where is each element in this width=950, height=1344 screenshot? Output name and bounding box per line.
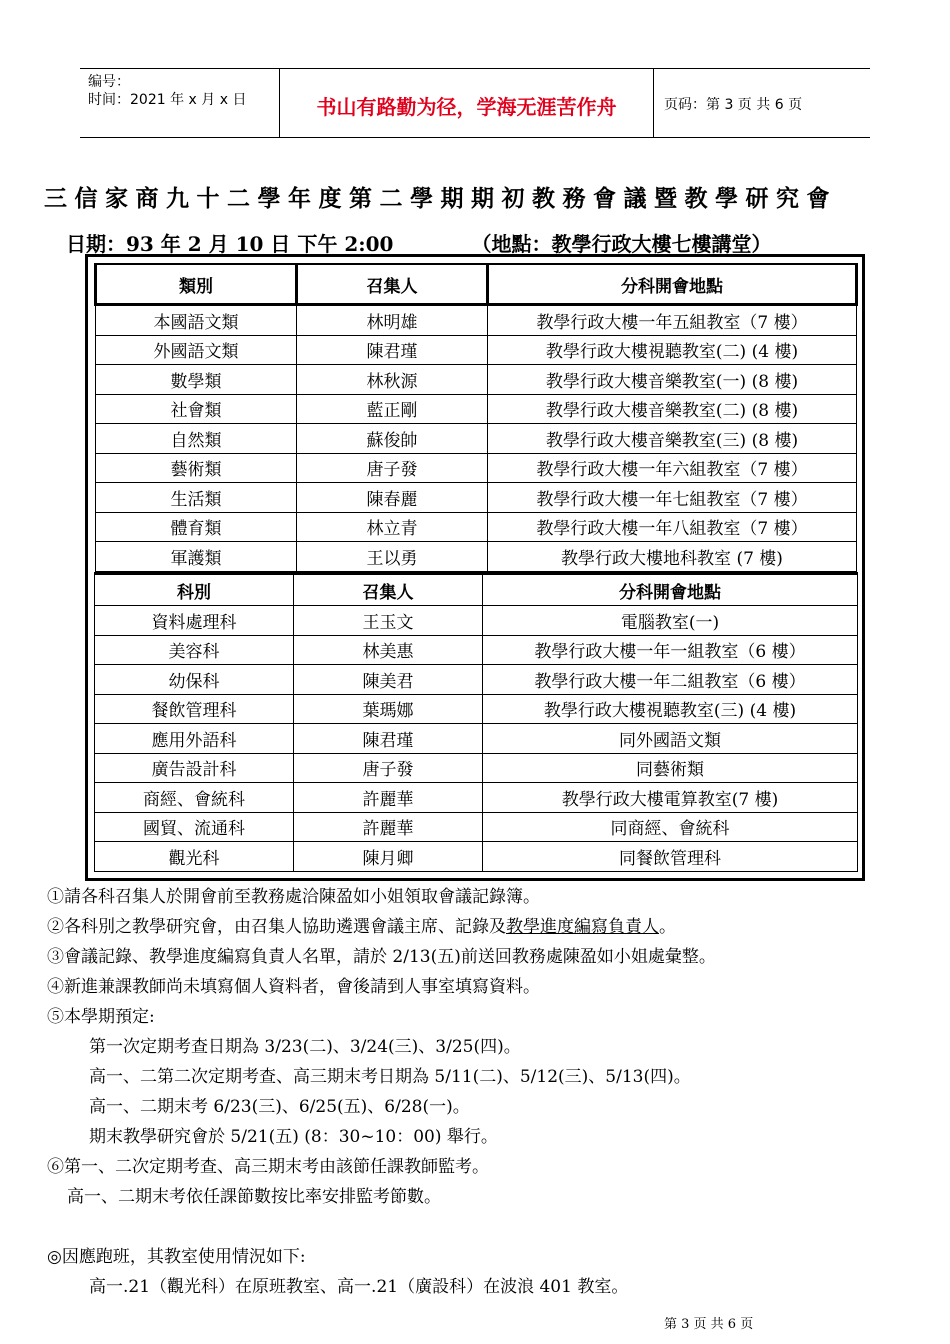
table-row <box>96 512 857 542</box>
location-cell: 教學行政大樓一年八組教室（7 樓） <box>488 512 857 542</box>
table-row <box>95 635 858 665</box>
note-5c: 高一、二期末考 6/23(三)、6/25(五)、6/28(一)。 <box>89 1097 470 1117</box>
note-5d: 期末教學研究會於 5/21(五) (8：30~10：00) 舉行。 <box>89 1127 498 1147</box>
location-cell: 同餐飲管理科 <box>483 842 858 872</box>
convener-cell: 林明雄 <box>297 305 488 336</box>
document-title: 三信家商九十二學年度第二學期期初教務會議暨教學研究會 <box>44 185 837 212</box>
location-cell: 教學行政大樓音樂教室(二) (8 樓) <box>488 394 857 424</box>
header-department: 科別 <box>95 574 294 606</box>
table-row <box>96 365 857 395</box>
location-cell: 同外國語文類 <box>483 724 858 754</box>
table-row <box>96 483 857 513</box>
location-cell: 教學行政大樓視聽教室(三) (4 樓) <box>483 694 858 724</box>
table-row <box>96 394 857 424</box>
time-label: 时间：2021 年 x 月 x 日 <box>88 92 247 108</box>
note-2-end: 。 <box>659 917 676 937</box>
convener-cell: 唐子發 <box>297 453 488 483</box>
table-row <box>96 335 857 365</box>
motto: 书山有路勤为径，学海无涯苦作舟 <box>280 69 654 137</box>
department-cell: 餐飲管理科 <box>95 694 294 724</box>
convener-cell: 蘇俊帥 <box>297 424 488 454</box>
convener-cell: 陳月卿 <box>294 842 483 872</box>
department-cell: 幼保科 <box>95 665 294 695</box>
category-cell: 體育類 <box>96 512 297 542</box>
number-label: 编号： <box>88 74 130 90</box>
location-cell: 教學行政大樓音樂教室(一) (8 樓) <box>488 365 857 395</box>
header-category: 類別 <box>96 264 297 305</box>
header-convener: 召集人 <box>297 264 488 305</box>
location-cell: 教學行政大樓一年七組教室（7 樓） <box>488 483 857 513</box>
convener-cell: 陳春麗 <box>297 483 488 513</box>
convener-cell: 陳君瑾 <box>294 724 483 754</box>
convener-cell: 王玉文 <box>294 606 483 636</box>
page-info: 页码：第 3 页 共 6 页 <box>664 97 803 113</box>
category-table <box>94 263 858 572</box>
location-cell: 教學行政大樓一年五組教室（7 樓） <box>488 305 857 336</box>
convener-cell: 王以勇 <box>297 542 488 572</box>
table-row <box>95 842 858 872</box>
department-table <box>94 572 858 872</box>
convener-cell: 許麗華 <box>294 783 483 813</box>
category-cell: 數學類 <box>96 365 297 395</box>
department-cell: 資料處理科 <box>95 606 294 636</box>
location-cell: 教學行政大樓一年一組教室（6 樓） <box>483 635 858 665</box>
header-meta <box>80 69 280 137</box>
location-cell: 教學行政大樓一年六組教室（7 樓） <box>488 453 857 483</box>
page-header <box>80 68 870 138</box>
note-2-underlined: 教學進度編寫負責人 <box>506 917 659 937</box>
category-cell: 社會類 <box>96 394 297 424</box>
category-cell: 軍護類 <box>96 542 297 572</box>
category-cell: 本國語文類 <box>96 305 297 336</box>
convener-cell: 林美惠 <box>294 635 483 665</box>
convener-cell: 藍正剛 <box>297 394 488 424</box>
header-convener: 召集人 <box>294 574 483 606</box>
notes-section <box>47 882 927 1302</box>
note-1: ①請各科召集人於開會前至教務處洽陳盈如小姐領取會議記錄簿。 <box>47 887 540 907</box>
page-footer: 第 3 页 共 6 页 <box>664 1317 754 1332</box>
table-row <box>96 453 857 483</box>
department-cell: 觀光科 <box>95 842 294 872</box>
meeting-location: （地點：教學行政大樓七樓講堂） <box>471 232 772 256</box>
note-6: ⑥第一、二次定期考查、高三期末考由該節任課教師監考。 <box>47 1157 489 1177</box>
header-location: 分科開會地點 <box>483 574 858 606</box>
table-row <box>96 542 857 572</box>
convener-cell: 林立青 <box>297 512 488 542</box>
table-row <box>96 305 857 336</box>
header-location: 分科開會地點 <box>488 264 857 305</box>
note-2-text: ②各科別之教學研究會，由召集人協助遴選會議主席、記錄及 <box>47 917 506 937</box>
category-cell: 外國語文類 <box>96 335 297 365</box>
department-cell: 美容科 <box>95 635 294 665</box>
table-row <box>95 694 858 724</box>
location-cell: 電腦教室(一) <box>483 606 858 636</box>
note-6a: 高一、二期末考依任課節數按比率安排監考節數。 <box>67 1187 441 1207</box>
note-5b: 高一、二第二次定期考查、高三期末考日期為 5/11(二)、5/12(三)、5/13(四)。 <box>89 1067 691 1087</box>
location-cell: 教學行政大樓視聽教室(二) (4 樓) <box>488 335 857 365</box>
department-cell: 廣告設計科 <box>95 753 294 783</box>
schedule-table <box>85 254 865 881</box>
department-cell: 應用外語科 <box>95 724 294 754</box>
table-row <box>95 606 858 636</box>
category-cell: 藝術類 <box>96 453 297 483</box>
convener-cell: 陳美君 <box>294 665 483 695</box>
blank-line <box>47 1212 927 1242</box>
note-5a: 第一次定期考查日期為 3/23(二)、3/24(三)、3/25(四)。 <box>89 1037 521 1057</box>
note-7: ◎因應跑班，其教室使用情況如下: <box>47 1247 306 1267</box>
note-7a: 高一.21（觀光科）在原班教室、高一.21（廣設科）在波浪 401 教室。 <box>89 1277 629 1297</box>
department-cell: 國貿、流通科 <box>95 812 294 842</box>
table-row <box>95 783 858 813</box>
meeting-date: 日期：93 年 2 月 10 日 下午 2:00 <box>66 232 394 256</box>
convener-cell: 林秋源 <box>297 365 488 395</box>
table-row <box>95 665 858 695</box>
convener-cell: 葉瑪娜 <box>294 694 483 724</box>
table-row <box>96 424 857 454</box>
table-row <box>95 753 858 783</box>
location-cell: 同商經、會統科 <box>483 812 858 842</box>
category-cell: 自然類 <box>96 424 297 454</box>
location-cell: 教學行政大樓一年二組教室（6 樓） <box>483 665 858 695</box>
department-cell: 商經、會統科 <box>95 783 294 813</box>
convener-cell: 唐子發 <box>294 753 483 783</box>
location-cell: 教學行政大樓電算教室(7 樓) <box>483 783 858 813</box>
category-table-header <box>96 264 857 305</box>
note-5: ⑤本學期預定: <box>47 1007 155 1027</box>
location-cell: 同藝術類 <box>483 753 858 783</box>
convener-cell: 許麗華 <box>294 812 483 842</box>
table-row <box>95 812 858 842</box>
convener-cell: 陳君瑾 <box>297 335 488 365</box>
department-table-header <box>95 574 858 606</box>
location-cell: 教學行政大樓音樂教室(三) (8 樓) <box>488 424 857 454</box>
note-2 <box>47 912 927 942</box>
note-3: ③會議記錄、教學進度編寫負責人名單，請於 2/13(五)前送回教務處陳盈如小姐處彙整。 <box>47 947 716 967</box>
note-4: ④新進兼課教師尚未填寫個人資料者，會後請到人事室填寫資料。 <box>47 977 540 997</box>
table-row <box>95 724 858 754</box>
meeting-info <box>66 228 771 257</box>
category-cell: 生活類 <box>96 483 297 513</box>
location-cell: 教學行政大樓地科教室 (7 樓) <box>488 542 857 572</box>
